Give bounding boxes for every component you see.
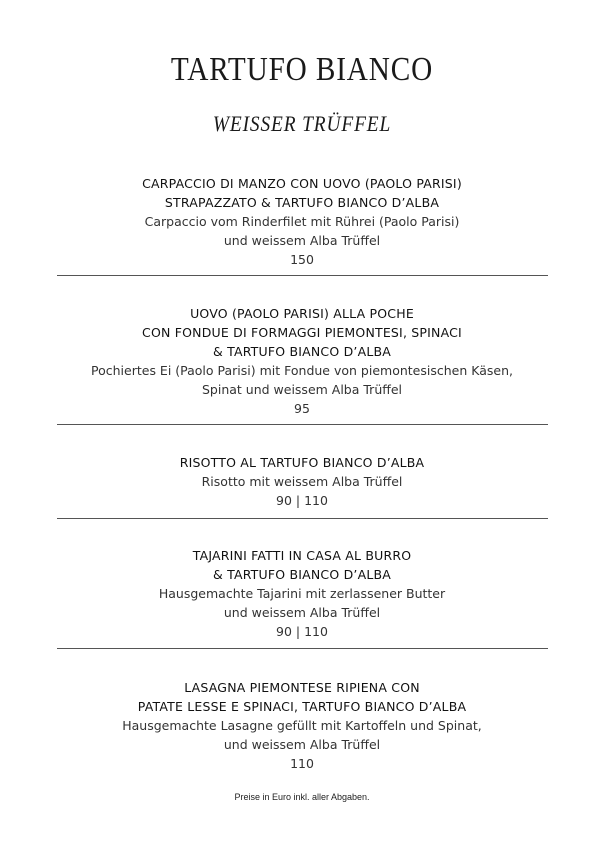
page-subtitle: WEISSER TRÜFFEL (212, 111, 392, 136)
dish-name-line: STRAPAZZATO & TARTUFO BIANCO D’ALBA (164, 195, 440, 210)
menu-item-uovo (0, 304, 604, 418)
dish-description-line: Carpaccio vom Rinderfilet mit Rührei (Paolo Parisi) (144, 214, 460, 229)
menu-item-risotto (0, 453, 604, 510)
dish-price: 90 | 110 (276, 493, 328, 508)
section-divider (57, 424, 548, 425)
dish-name-line: & TARTUFO BIANCO D’ALBA (212, 344, 392, 359)
section-divider (57, 518, 548, 519)
dish-name-line: TAJARINI FATTI IN CASA AL BURRO (192, 548, 412, 563)
dish-name-line: CON FONDUE DI FORMAGGI PIEMONTESI, SPINACI (142, 325, 462, 340)
dish-price: 95 (294, 401, 310, 416)
menu-item-tajarini (0, 546, 604, 641)
dish-price: 150 (290, 252, 314, 267)
section-divider (57, 275, 548, 276)
dish-description-line: Hausgemachte Lasagne gefüllt mit Kartoffeln und Spinat, (122, 718, 482, 733)
menu-item-lasagna (0, 678, 604, 773)
dish-description-line: und weissem Alba Trüffel (223, 233, 381, 248)
dish-name-line: LASAGNA PIEMONTESE RIPIENA CON (184, 680, 420, 695)
dish-price: 110 (290, 756, 314, 771)
section-divider (57, 648, 548, 649)
dish-price: 90 | 110 (276, 624, 328, 639)
page-title: TARTUFO BIANCO (170, 51, 434, 88)
dish-name-line: RISOTTO AL TARTUFO BIANCO D’ALBA (179, 455, 425, 470)
dish-description-line: Pochiertes Ei (Paolo Parisi) mit Fondue von piemontesischen Käsen, (91, 363, 513, 378)
dish-description-line: Spinat und weissem Alba Trüffel (201, 382, 403, 397)
dish-description-line: und weissem Alba Trüffel (223, 605, 381, 620)
dish-description-line: Hausgemachte Tajarini mit zerlassener Butter (158, 586, 446, 601)
dish-description-line: Risotto mit weissem Alba Trüffel (201, 474, 403, 489)
price-note: Preise in Euro inkl. aller Abgaben. (234, 792, 370, 802)
dish-name-line: UOVO (PAOLO PARISI) ALLA POCHE (190, 306, 414, 321)
dish-name-line: PATATE LESSE E SPINACI, TARTUFO BIANCO D’ALBA (137, 699, 467, 714)
dish-name-line: & TARTUFO BIANCO D’ALBA (212, 567, 392, 582)
dish-description-line: und weissem Alba Trüffel (223, 737, 381, 752)
menu-item-carpaccio (0, 174, 604, 269)
dish-name-line: CARPACCIO DI MANZO CON UOVO (PAOLO PARISI) (142, 176, 462, 191)
